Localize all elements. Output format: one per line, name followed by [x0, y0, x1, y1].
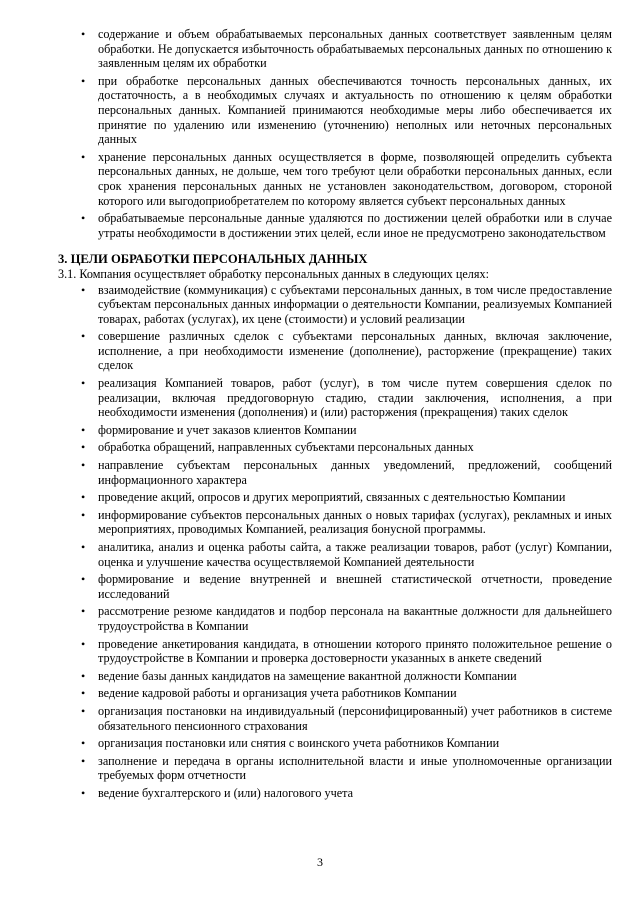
page-content [58, 27, 612, 804]
section-intro: 3.1. Компания осуществляет обработку персональных данных в следующих целях: [58, 266, 489, 281]
bullet-icon: • [81, 785, 86, 800]
list-item-text: ведение бухгалтерского и (или) налогового учета [98, 785, 354, 800]
list-item-text: содержание и объем обрабатываемых персональных данных соответствует заявленным целям обработки. Не допускается избыточность обрабатываемых персональных данных по отношению к заявленным целям их обработки [98, 27, 612, 71]
list-item [58, 637, 612, 666]
list-item [58, 604, 612, 633]
list-item [58, 540, 612, 569]
list-item-text: проведение акций, опросов и других мероприятий, связанных с деятельностью Компании [98, 490, 566, 505]
list-item [58, 376, 612, 420]
list-item [58, 423, 612, 438]
list-item-text: направление субъектам персональных данных уведомлений, предложений, сообщений информационного характера [98, 458, 612, 487]
list-item [58, 704, 612, 733]
bullet-icon: • [81, 636, 86, 651]
bullet-icon: • [81, 211, 86, 226]
list-item [58, 786, 612, 801]
list-item-text: аналитика, анализ и оценка работы сайта, а также реализации товаров, работ (услуг) Компании, оценка и улучшение качества осуществляемой Компанией деятельности [98, 540, 612, 569]
bullet-icon: • [81, 27, 86, 41]
list-item [58, 211, 612, 240]
list-item-text: формирование и учет заказов клиентов Компании [98, 422, 357, 437]
bullet-icon: • [81, 703, 86, 718]
list-item [58, 669, 612, 684]
list-item-text: хранение персональных данных осуществляется в форме, позволяющей определить субъекта персональных данных, не дольше, чем того требуют цели обработки персональных данных, если срок хранения персональных данных не установлен законодательством, договором, стороной которого или выгодоприобретателем по которому является субъект персональных данных [98, 149, 612, 208]
list-item-text: рассмотрение резюме кандидатов и подбор персонала на вакантные должности для дальнейшего трудоустройства в Компании [98, 604, 612, 633]
list-item-text: ведение кадровой работы и организация учета работников Компании [98, 686, 457, 701]
list-item-text: информирование субъектов персональных данных о новых тарифах (услугах), рекламных и иных мероприятиях, проводимых Компанией, реализация бонусной программы. [98, 507, 612, 537]
list-item [58, 150, 612, 208]
list-item [58, 754, 612, 783]
list-item [58, 283, 612, 327]
list-item-text: реализация Компанией товаров, работ (услуг), в том числе путем совершения сделок по реализации, включая преддоговорную стадию, стадии заключения, исполнения, а при необходимости изменения (дополнения) и (или) расторжения (прекращения) таких сделок [98, 376, 612, 420]
list-item [58, 458, 612, 487]
bullet-icon: • [81, 458, 86, 473]
bullet-icon: • [81, 440, 86, 455]
list-item [58, 686, 612, 701]
bullet-icon: • [81, 73, 86, 88]
bullet-icon: • [81, 149, 86, 164]
list-item [58, 736, 612, 751]
list-item-text: проведение анкетирования кандидата, в отношении которого принято положительное решение о трудоустройстве в Компании и проверка достоверности указанных в анкете сведений [98, 636, 612, 666]
bullet-icon: • [81, 753, 86, 768]
bullet-icon: • [81, 686, 86, 701]
bullet-icon: • [81, 540, 86, 554]
bullet-icon: • [81, 490, 86, 505]
bullet-icon: • [81, 422, 86, 437]
section-heading: 3. ЦЕЛИ ОБРАБОТКИ ПЕРСОНАЛЬНЫХ ДАННЫХ [58, 252, 368, 267]
list-item [58, 440, 612, 455]
list-item-text: организация постановки на индивидуальный (персонифицированный) учет работников в системе обязательного пенсионного страхования [98, 703, 612, 733]
list-item [58, 490, 612, 505]
list-item-text: взаимодействие (коммуникация) с субъектами персональных данных, в том числе предоставление субъектам персональных данных информации о деятельности Компании, реализуемых Компанией товарах, работах (услугах), их цене (стоимости) и условий реализации [98, 282, 612, 326]
bullet-icon: • [81, 572, 86, 587]
list-item [58, 572, 612, 601]
list-item [58, 27, 612, 71]
page-number: 3 [317, 855, 323, 869]
list-item-text: обработка обращений, направленных субъектами персональных данных [98, 440, 474, 455]
list-item [58, 329, 612, 373]
list-item-text: формирование и ведение внутренней и внешней статистической отчетности, проведение исследований [98, 572, 612, 601]
purposes-list [58, 283, 612, 801]
bullet-icon: • [81, 736, 86, 751]
list-item-text: совершение различных сделок с субъектами персональных данных, включая заключение, исполнение, а при необходимости изменение (дополнение), расторжение (прекращение) таких сделок [98, 329, 612, 373]
list-item-text: заполнение и передача в органы исполнительной власти и иные уполномоченные организации требуемых форм отчетности [98, 753, 612, 783]
bullet-icon: • [81, 507, 86, 522]
principles-list [58, 27, 612, 240]
list-item [58, 508, 612, 537]
list-item-text: обрабатываемые персональные данные удаляются по достижении целей обработки или в случае утраты необходимости в достижении этих целей, если иное не предусмотрено законодательством [98, 211, 612, 240]
bullet-icon: • [81, 282, 86, 297]
bullet-icon: • [81, 668, 86, 683]
list-item-text: ведение базы данных кандидатов на замещение вакантной должности Компании [98, 668, 517, 683]
list-item [58, 74, 612, 147]
bullet-icon: • [81, 376, 86, 391]
bullet-icon: • [81, 329, 86, 344]
bullet-icon: • [81, 604, 86, 619]
list-item-text: при обработке персональных данных обеспечиваются точность персональных данных, их достаточность, а в необходимых случаях и актуальность по отношению к целям обработки персональных данных. Компанией принимаются необходимые меры либо обеспечивается их принятие по удалению или изменению (уточнению) неполных или неточных персональных данных [98, 73, 612, 147]
list-item-text: организация постановки или снятия с воинского учета работников Компании [98, 736, 500, 751]
